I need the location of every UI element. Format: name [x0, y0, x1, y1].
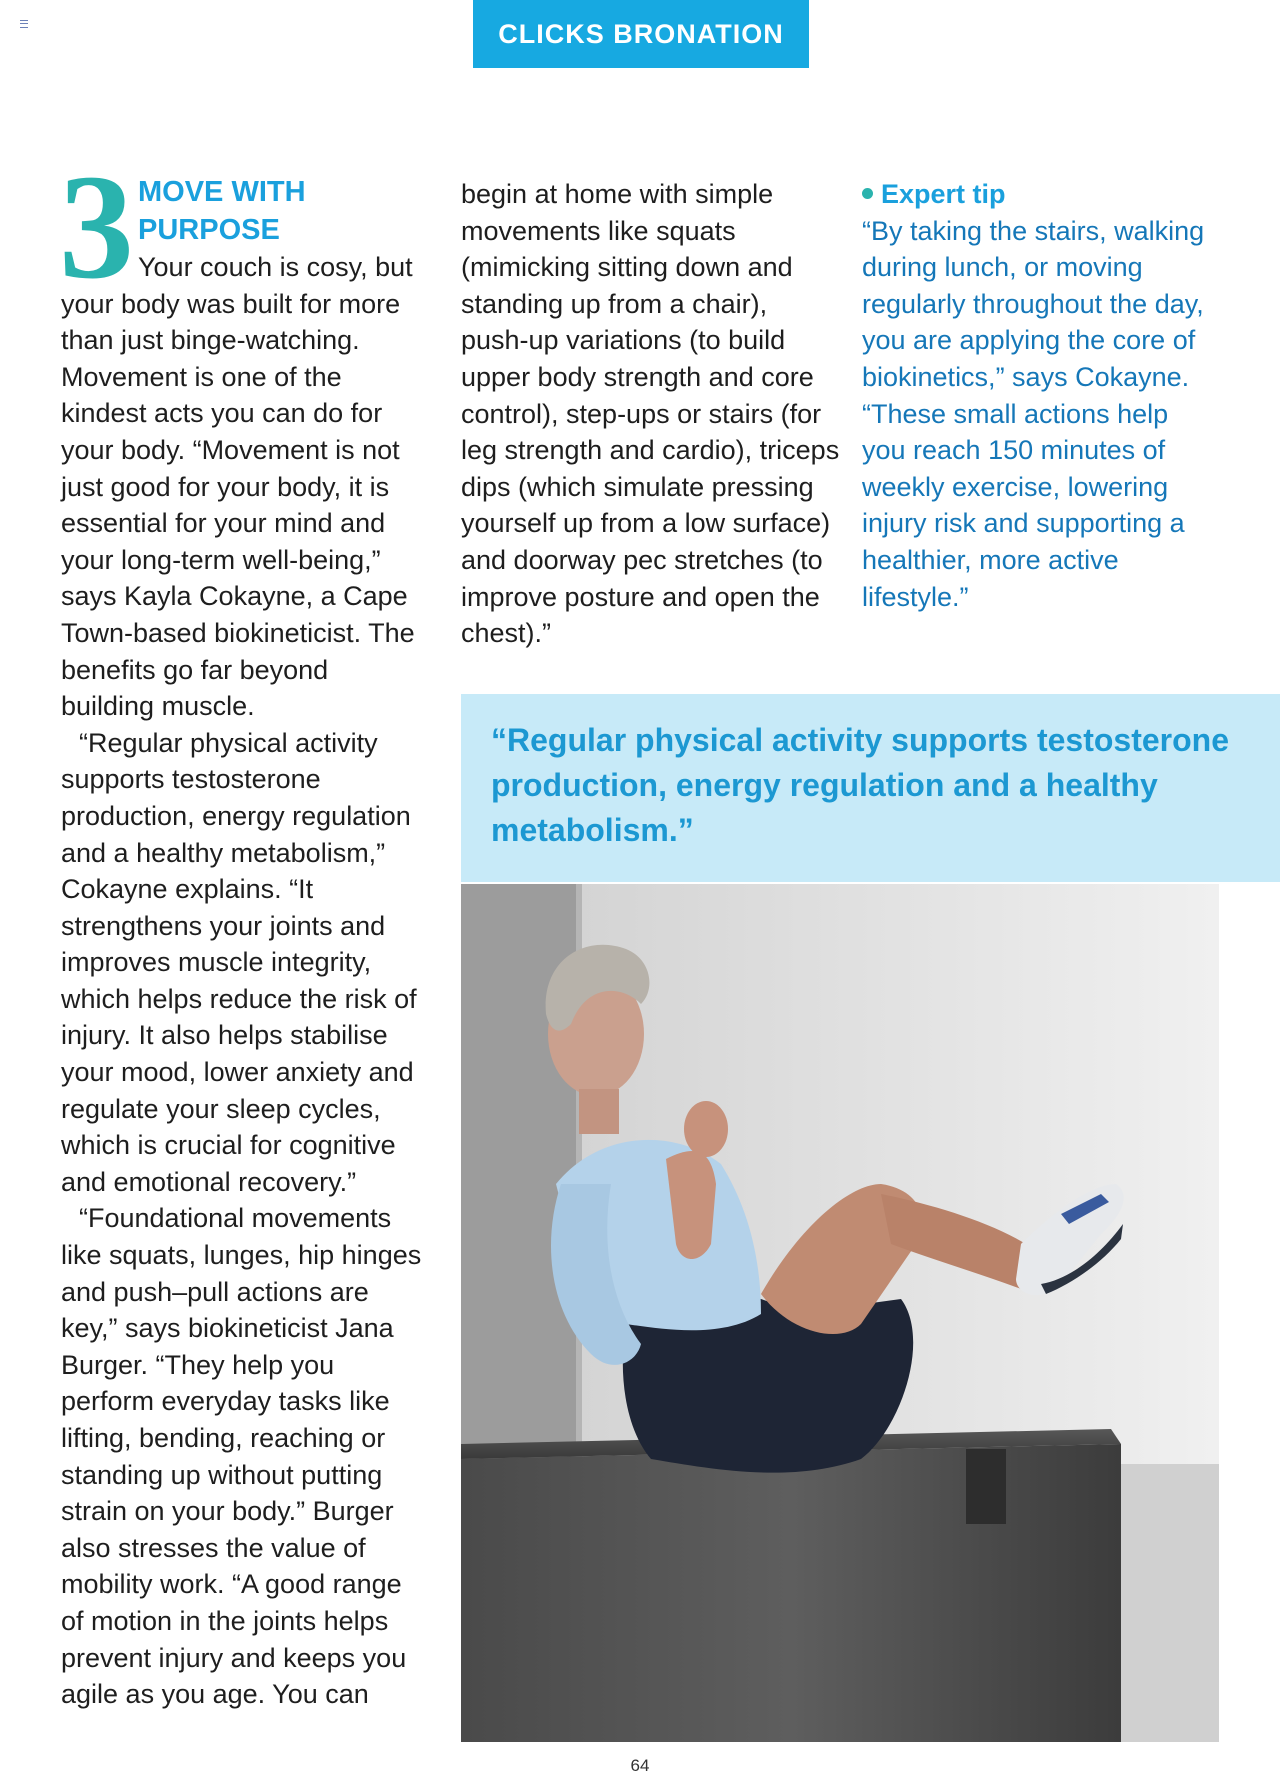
article-column-1: [59, 144, 423, 1713]
bullet-dot-icon: [862, 188, 873, 199]
drop-cap-number: 3: [59, 144, 134, 310]
menu-icon[interactable]: [20, 20, 28, 28]
article-paragraph: “Regular physical activity supports testosterone production, energy regulation and a healthy metabolism,” Cokayne explains. “It strengthens your joints and improves muscle integrity, which helps reduce the risk of injury. It also helps stabilise your mood, lower anxiety and regulate your sleep cycles, which is crucial for cognitive and emotional recovery.”: [61, 727, 417, 1197]
exercise-photo: [461, 884, 1219, 1742]
article-paragraph: Your couch is cosy, but your body was built for more than just binge-watching. Movement is one of the kindest acts you can do for your body. “Movement is not just good for your body, it is essential for your mind and your long-term well-being,” says Kayla Cokayne, a Cape Town-based biokineticist. The benefits go far beyond building muscle.: [61, 252, 415, 722]
section-heading: MOVE WITH PURPOSE: [138, 176, 306, 246]
pull-quote-box: [461, 694, 1280, 882]
article-paragraph: begin at home with simple movements like squats (mimicking sitting down and standing up from a chair), push-up variations (to build upper body strength and core control), step-ups or stairs (for leg strength and cardio), triceps dips (which simulate pressing yourself up from a low surface) and doorway pec stretches (to improve posture and open the chest).”: [461, 179, 840, 649]
article-column-2: [461, 176, 841, 652]
header-title: CLICKS BRONATION: [498, 18, 784, 49]
header-tab: [473, 0, 809, 68]
expert-tip-heading-row: [862, 176, 1212, 213]
expert-tip-body: “By taking the stairs, walking during lunch, or moving regularly throughout the day, you are applying the core of biokinetics,” says Cokayne. “These small actions help you reach 150 minutes of weekly exercise, lowering injury risk and supporting a healthier, more active lifestyle.”: [862, 215, 1205, 612]
page-number: 64: [630, 1756, 650, 1775]
expert-tip-heading: Expert tip: [881, 179, 1006, 209]
article-paragraph: “Foundational movements like squats, lunges, hip hinges and push–pull actions are key,” says biokineticist Jana Burger. “They help you perform everyday tasks like lifting, bending, reaching or standing up without putting strain on your body.” Burger also stresses the value of mobility work. “A good range of motion in the joints helps prevent injury and keeps you agile as you age. You can: [61, 1203, 422, 1710]
pull-quote-text: “Regular physical activity supports testosterone production, energy regulation and a healthy metabolism.”: [491, 722, 1229, 848]
expert-tip-box: [862, 176, 1212, 615]
